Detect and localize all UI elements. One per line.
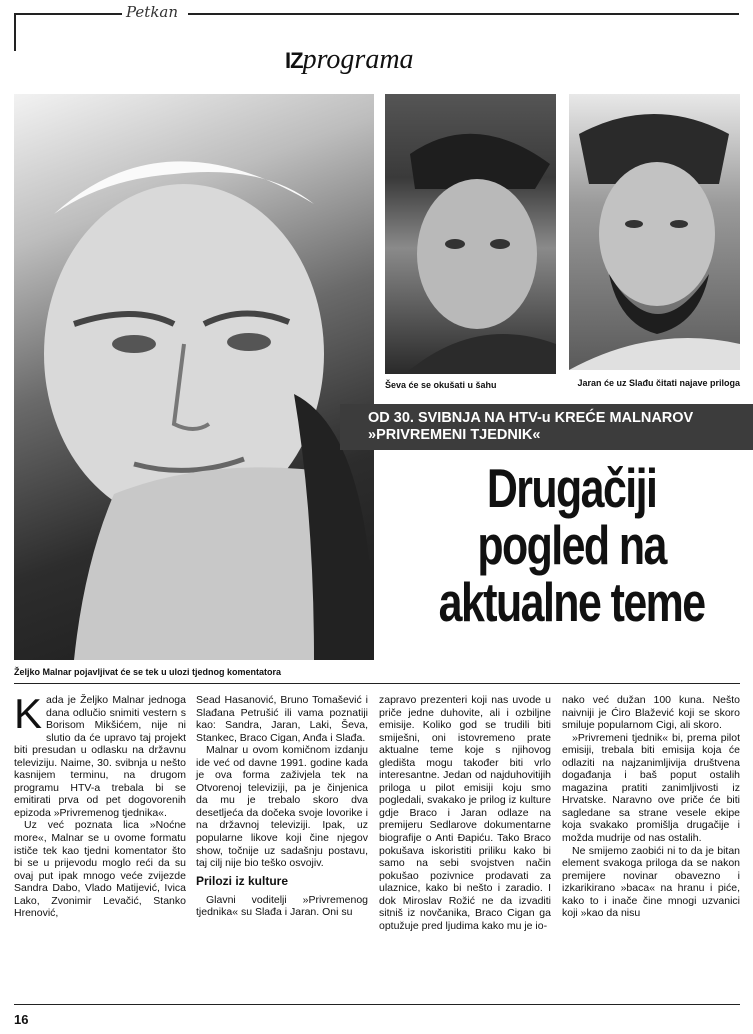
subhead-culture: Prilozi iz kulture bbox=[196, 873, 289, 888]
header-rule-right bbox=[188, 13, 739, 15]
seva-photo bbox=[385, 94, 556, 374]
column-2-paragraph-2: Malnar u ovom komičnom izdanju ide već od davne 1991. godine kada je ova forma zaživjela tek na Otvorenoj televiziji, pa je činjenica da mu je trebalo skoro dva desetljeća da dočeka svoje lovorike i na državnoj televiziji. Ipak, uz popularne likove koji čine njegov show, točnije uz sadašnju postavu, taj cilj nije bio teško osvojiv. bbox=[196, 744, 368, 870]
header bbox=[0, 0, 753, 90]
column-1-paragraph-1 bbox=[14, 690, 186, 819]
article-headline bbox=[400, 457, 753, 633]
column-3-paragraph-1: zapravo prezenteri koji nas uvode u priče jedne duhovite, ali i ozbiljne emisije. Koliko god se trudili biti smiješni, oni istovremeno prate aktualne teme koje s njihovog gledišta mogu također biti vrlo interesantne. Jedan od najduhovitijih priloga u pilot emisiji koju smo pogledali, svakako je prilog iz kulture gdje Braco i Jaran odlaze na premijeru Sedlarove dokumentarne biografije o Anti Đapiću. Tako Braco pokušava iskoristiti priliku kako bi samo na sebi svojstven način pokušao pozivnice prodavati za ulaznice, kako bi nešto i zaradio. I dok Miroslav Rožić ne da izvaditi sitniš iz novčanika, Braco Cigan ga optužuje pred ljudima kako mu je io- bbox=[379, 694, 551, 932]
article-kicker: OD 30. SVIBNJA NA HTV-u KREĆE MALNAROV »PRIVREMENI TJEDNIK« bbox=[340, 404, 753, 450]
column-1-paragraph-2: Uz već poznata lica »Noćne more«, Malnar se u ovome formatu ističe tek kao tjedni komentator što bi se u prijevodu moglo reći da su ovaj put ipak mnogo veće zvijezde Sandra Dabo, Vlado Matijević, Ivica Lako, Zvonimir Levačić, Stanko Hrenović, bbox=[14, 819, 186, 920]
main-photo-caption: Željko Malnar pojavljivat će se tek u ulozi tjednog komentatora bbox=[14, 667, 282, 677]
jaran-caption: Jaran će uz Slađu čitati najave priloga bbox=[577, 378, 740, 388]
section-title bbox=[285, 44, 414, 76]
main-portrait-photo bbox=[14, 94, 374, 660]
seva-caption: Ševa će se okušati u šahu bbox=[385, 380, 497, 390]
section-prefix: IZ bbox=[285, 48, 303, 73]
headline-line-3: aktualne teme bbox=[438, 571, 705, 633]
section-word: programa bbox=[302, 44, 414, 75]
article-column-3 bbox=[379, 694, 551, 932]
article-column-1 bbox=[14, 690, 186, 920]
column-1-text-1: ada je Željko Malnar jednoga dana odlučio snimiti vestern s Borisom Mikšićem, nije ni slutio da će upravo taj projekt biti presudan u odlasku na državnu televiziju. Naime, 30. svibnja u nešto kasnijem terminu, na drugom programu HTV-a trebala bi se emitirati prva od pet dogovorenih epizoda »Privremenog tjednika«. bbox=[14, 694, 186, 819]
section-script-logo: Petkan bbox=[126, 3, 179, 21]
article-column-4 bbox=[562, 694, 740, 920]
column-2-paragraph-1: Sead Hasanović, Bruno Tomašević i Slađana Petrušić ili vama poznatiji kao: Sandra, Jaran, Laki, Ševa, Stankec, Braco Cigan, Anđa i Slađa. bbox=[196, 694, 368, 744]
column-4-paragraph-1: nako već dužan 100 kuna. Nešto naivniji je Ćiro Blažević koji se skoro smiluje popularnom Cigi, ali skoro. bbox=[562, 694, 740, 732]
page-number: 16 bbox=[14, 1012, 29, 1027]
headline-line-2: pogled na bbox=[477, 514, 666, 576]
column-2-paragraph-3: Glavni voditelji »Privremenog tjednika« su Slađa i Jaran. Oni su bbox=[196, 893, 368, 919]
headline-line-1: Drugačiji bbox=[486, 457, 657, 519]
portrait-illustration bbox=[14, 94, 374, 660]
column-4-paragraph-3: Ne smijemo zaobići ni to da je bitan element svakoga priloga da se nakon premijere novinar obavezno i izkarikirano »baca« na hranu i piće, kako to i inače čine mnogi uzvanici koji »kao da nisu bbox=[562, 844, 740, 920]
footer-rule bbox=[14, 1004, 740, 1005]
article-column-2 bbox=[196, 694, 368, 919]
column-4-paragraph-2: »Privremeni tjednik« bi, prema pilot emisiji, trebala biti emisija koja će odlaziti na najzanimljivija društvena događanja i baš poput ostalih magazina pratiti zanimljivosti iz Hrvatske. Naravno ove priče će biti sagledane sa strane vesele ekipe koja svakako promišlja drugačije i možda mudrije od nas ostalih. bbox=[562, 731, 740, 845]
jaran-photo bbox=[569, 94, 740, 370]
jaran-illustration bbox=[569, 94, 740, 370]
seva-illustration bbox=[385, 94, 556, 374]
body-divider bbox=[14, 683, 740, 684]
header-corner bbox=[14, 13, 38, 51]
drop-cap: K bbox=[14, 690, 43, 737]
